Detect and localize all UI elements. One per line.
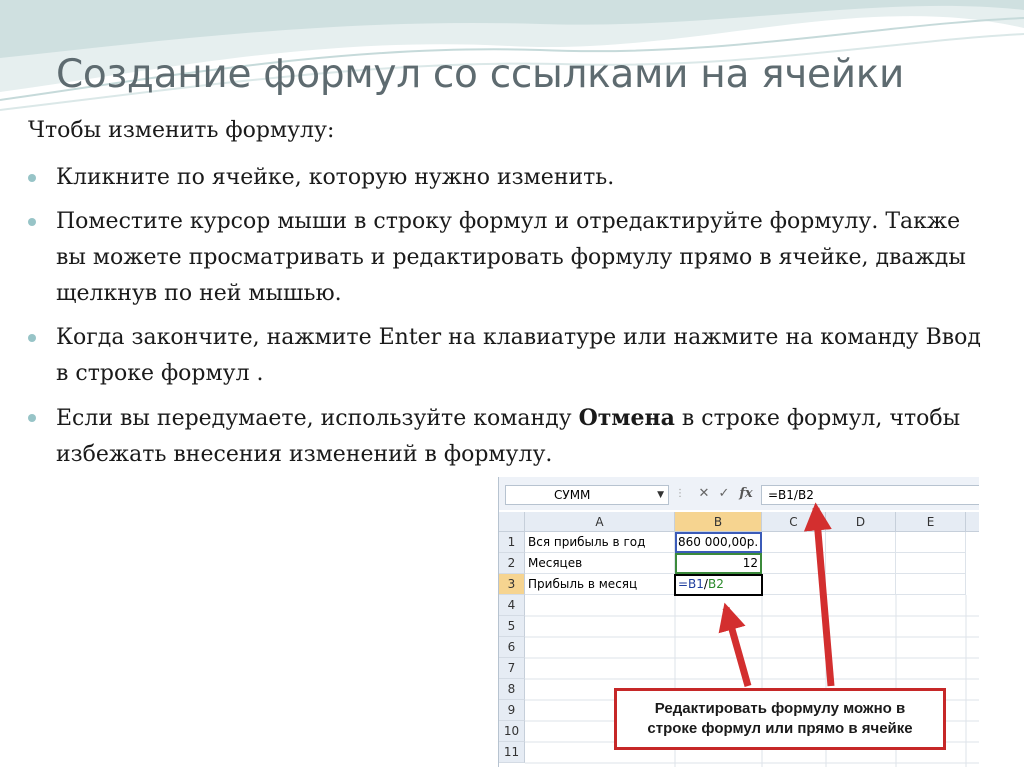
cell[interactable] (896, 553, 966, 574)
bullet-dot-icon (28, 174, 36, 182)
list-item (28, 160, 988, 196)
reference-highlight-b1 (675, 532, 762, 553)
row-header[interactable]: 8 (499, 679, 525, 700)
bullet-text-bold: Отмена (578, 405, 675, 431)
intro-text: Чтобы изменить формулу: (28, 118, 335, 143)
column-header[interactable]: C (762, 512, 826, 532)
row-header[interactable]: 7 (499, 658, 525, 679)
callout-box (614, 688, 946, 750)
column-header-edge (966, 512, 979, 532)
row-header[interactable]: 11 (499, 742, 525, 763)
column-header[interactable]: B (675, 512, 762, 532)
formula-separator: / (703, 577, 708, 591)
row-header[interactable]: 9 (499, 700, 525, 721)
column-header[interactable]: A (525, 512, 675, 532)
name-box[interactable] (505, 485, 669, 505)
cell[interactable] (826, 532, 896, 553)
cell[interactable] (826, 574, 896, 595)
row-header[interactable]: 5 (499, 616, 525, 637)
bullet-dot-icon (28, 414, 36, 422)
cell[interactable] (762, 574, 826, 595)
select-all-corner[interactable] (499, 512, 525, 532)
slide-title: Создание формул со ссылками на ячейки (56, 52, 905, 97)
reference-highlight-b2 (675, 553, 762, 574)
formula-input[interactable]: =B1/B2 (761, 485, 979, 505)
cell[interactable] (896, 574, 966, 595)
row-header[interactable]: 2 (499, 553, 525, 574)
row-header[interactable]: 1 (499, 532, 525, 553)
column-header[interactable]: E (896, 512, 966, 532)
row-header[interactable]: 3 (499, 574, 525, 595)
formula-ref-b2: B2 (707, 577, 724, 591)
formula-bar (499, 477, 979, 510)
cell[interactable] (762, 532, 826, 553)
list-item (28, 204, 988, 312)
callout-line-1: Редактировать формулу можно в (654, 700, 906, 717)
bullet-text-post: в строке формул, чтобы избежать внесения изменений в формулу. (56, 406, 961, 467)
callout-line-2: строке формул или прямо в ячейке (647, 720, 913, 737)
column-header[interactable]: D (826, 512, 896, 532)
list-item (28, 320, 988, 392)
name-box-value: СУММ (554, 488, 591, 502)
cell-a3[interactable]: Прибыль в месяц (525, 574, 675, 595)
cell[interactable] (762, 553, 826, 574)
bullet-text-pre: Если вы передумаете, используйте команду (56, 406, 579, 431)
cell-a2[interactable]: Месяцев (525, 553, 675, 574)
dropdown-arrow-icon[interactable]: ▼ (657, 490, 664, 500)
grip-icon: ⋮ (675, 488, 685, 499)
bullet-text: Поместите курсор мыши в строку формул и отредактируйте формулу. Также вы можете просматривать и редактировать формулу прямо в ячейке, дважды щелкнув по ней мышью. (56, 209, 966, 306)
cell[interactable] (826, 553, 896, 574)
bullet-text: Кликните по ячейке, которую нужно изменить. (56, 165, 615, 190)
list-item (28, 400, 988, 473)
cell-b2[interactable]: 12 (675, 553, 762, 574)
cancel-icon[interactable]: ✕ (698, 486, 710, 501)
active-cell-border (674, 574, 763, 596)
bullet-text: Когда закончите, нажмите Enter на клавиатуре или нажмите на команду Ввод в строке формул . (56, 325, 981, 386)
bullet-dot-icon (28, 218, 36, 226)
enter-checkmark-icon[interactable]: ✓ (718, 486, 730, 501)
row-header[interactable]: 6 (499, 637, 525, 658)
row-header[interactable]: 10 (499, 721, 525, 742)
instruction-list (28, 160, 988, 481)
cell-a1[interactable]: Вся прибыль в год (525, 532, 675, 553)
row-header[interactable]: 4 (499, 595, 525, 616)
cell[interactable] (896, 532, 966, 553)
bullet-dot-icon (28, 334, 36, 342)
formula-ref-b1: =B1 (678, 577, 704, 591)
insert-function-icon[interactable]: fx (739, 486, 753, 501)
cell-b1[interactable]: 860 000,00р. (675, 532, 762, 553)
